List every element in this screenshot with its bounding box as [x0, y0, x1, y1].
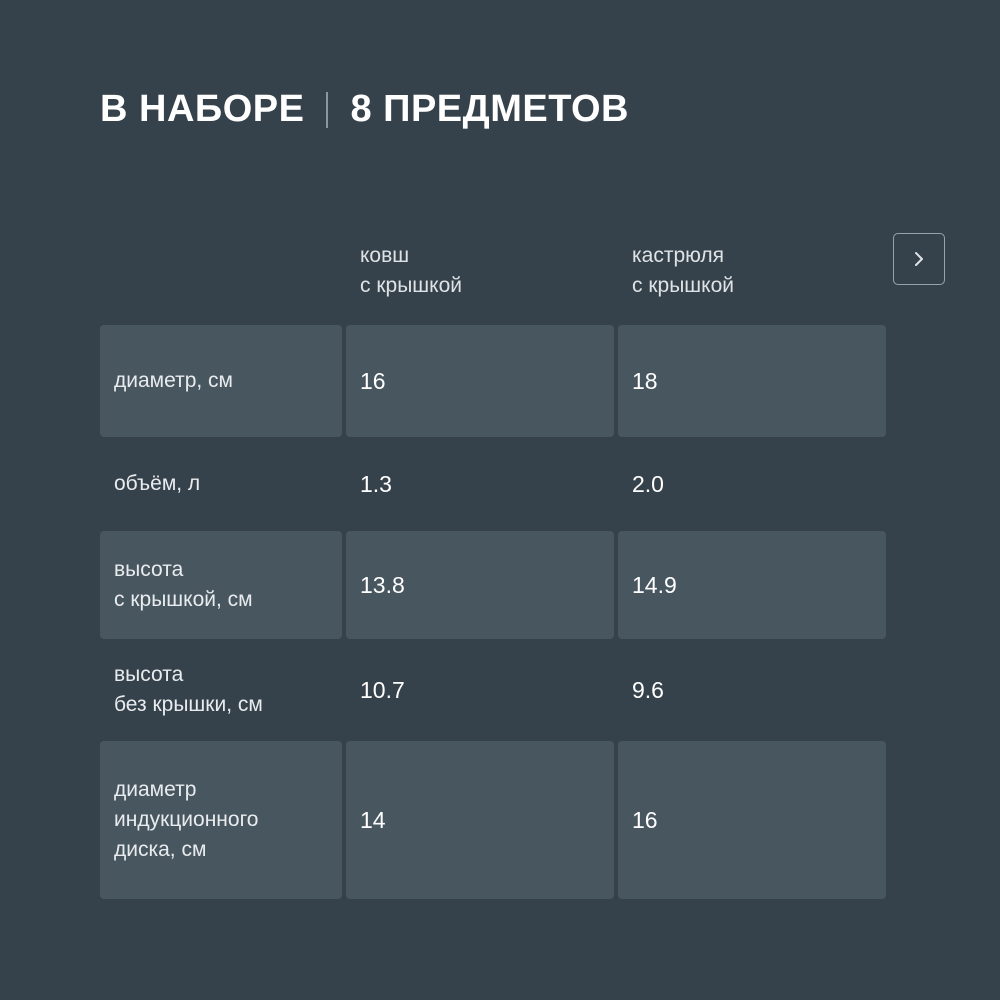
table-row: [100, 741, 900, 899]
row-label-line3: диска, см: [114, 838, 207, 861]
row-label-line1: высота: [114, 558, 184, 581]
row-gap: [100, 519, 900, 531]
row-value-cell: [618, 531, 886, 639]
table-row: [100, 651, 900, 729]
row-label-line1: объём, л: [114, 472, 201, 495]
row-gap: [100, 729, 900, 741]
row-label-line2: без крышки, см: [114, 693, 263, 716]
row-value: 1.3: [360, 471, 392, 497]
row-value: 18: [632, 368, 658, 394]
row-value-cell: [346, 651, 614, 729]
row-label-line1: высота: [114, 663, 184, 686]
page-header: [100, 88, 629, 131]
row-value-cell: [618, 651, 886, 729]
next-button[interactable]: [893, 233, 945, 285]
table-row: [100, 531, 900, 639]
page-title: В НАБОРЕ: [100, 88, 305, 130]
chevron-right-icon: [911, 250, 927, 268]
header-cell-1-line1: ковш: [360, 244, 410, 267]
table-row: [100, 449, 900, 519]
row-label-cell: [100, 531, 342, 639]
header-cell-2-line2: с крышкой: [632, 274, 734, 297]
row-value-cell: [618, 449, 886, 519]
row-value: 13.8: [360, 572, 405, 598]
row-value-cell: [618, 325, 886, 437]
row-value: 14.9: [632, 572, 677, 598]
table-row: [100, 325, 900, 437]
header-cell-1: [346, 215, 614, 325]
row-gap: [100, 437, 900, 449]
row-label-cell: [100, 449, 342, 519]
row-label-cell: [100, 325, 342, 437]
row-label-cell: [100, 741, 342, 899]
row-value: 10.7: [360, 677, 405, 703]
row-value-cell: [346, 325, 614, 437]
specs-table: [100, 215, 900, 899]
row-label-line1: диаметр, см: [114, 369, 233, 392]
row-value: 16: [360, 368, 386, 394]
row-value: 2.0: [632, 471, 664, 497]
row-label-line2: индукционного: [114, 808, 259, 831]
row-value: 14: [360, 807, 386, 833]
row-value-cell: [346, 741, 614, 899]
row-label-cell: [100, 651, 342, 729]
header-cell-2-line1: кастрюля: [632, 244, 725, 267]
header-cell-1-line2: с крышкой: [360, 274, 462, 297]
row-label-line1: диаметр: [114, 778, 197, 801]
header-divider: [326, 92, 328, 128]
item-count-label: 8 ПРЕДМЕТОВ: [350, 88, 629, 130]
header-cell-2: [618, 215, 886, 325]
row-label-line2: с крышкой, см: [114, 588, 253, 611]
header-cell-blank: [100, 215, 342, 325]
row-gap: [100, 639, 900, 651]
row-value-cell: [346, 531, 614, 639]
row-value-cell: [618, 741, 886, 899]
table-header-row: [100, 215, 900, 325]
row-value: 16: [632, 807, 658, 833]
row-value: 9.6: [632, 677, 664, 703]
row-value-cell: [346, 449, 614, 519]
